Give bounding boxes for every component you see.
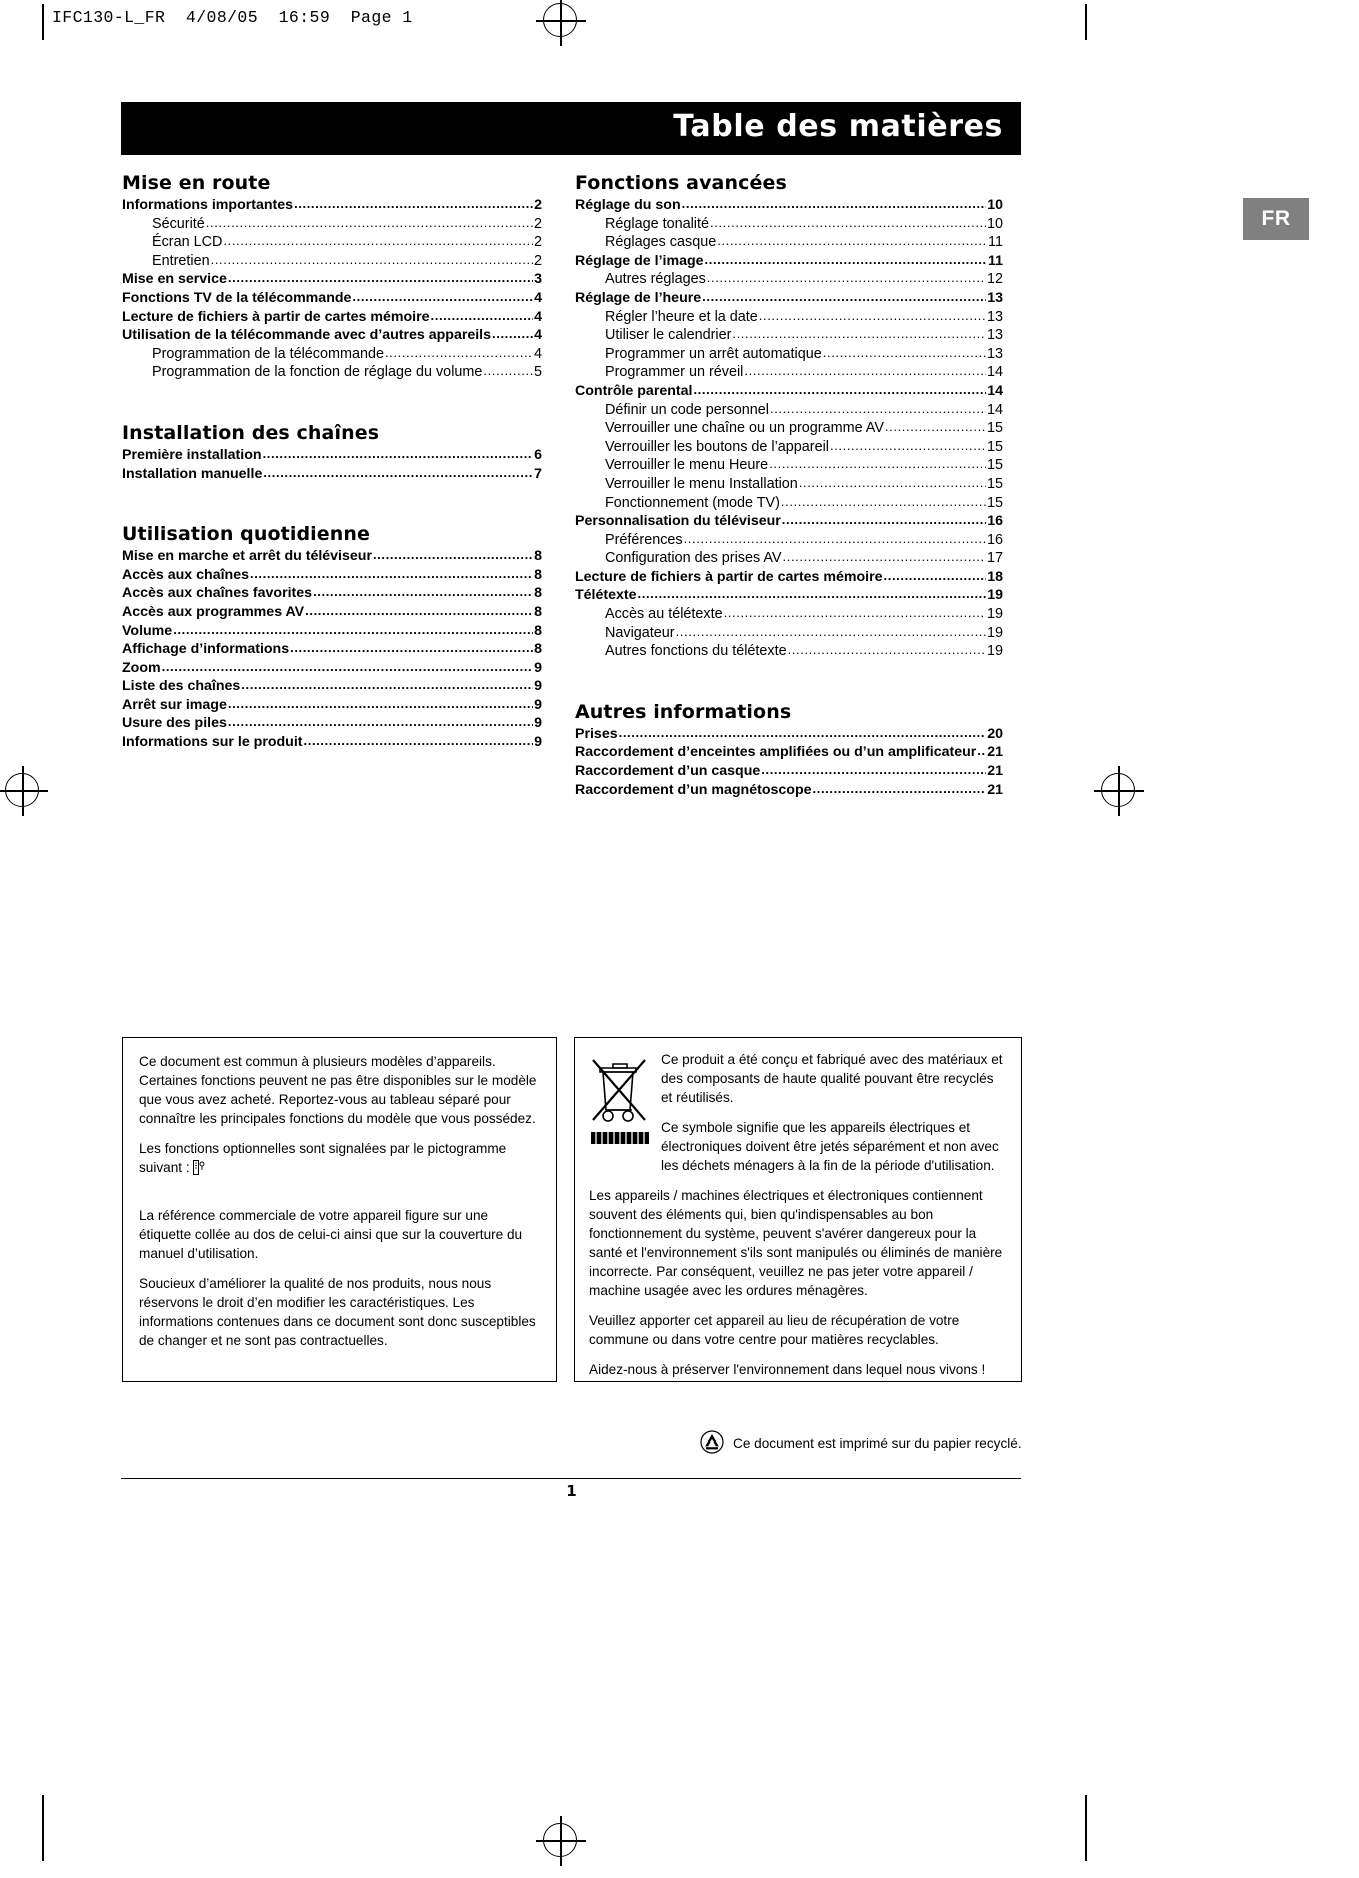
recycle-logo-icon bbox=[700, 1430, 724, 1457]
toc-entry-label: Programmer un réveil bbox=[605, 364, 744, 381]
toc-dot-leader bbox=[228, 695, 533, 714]
toc-entry-label: Définir un code personnel bbox=[605, 401, 769, 418]
toc-entry-label: Mise en marche et arrêt du téléviseur bbox=[122, 548, 372, 565]
toc-entry[interactable] bbox=[122, 233, 542, 252]
optional-feature-pictogram-icon bbox=[193, 1160, 205, 1174]
toc-entry-label: Navigateur bbox=[605, 624, 675, 641]
toc-entry-page: 8 bbox=[534, 585, 542, 602]
toc-dot-leader bbox=[223, 232, 533, 251]
notice-left-spacer bbox=[139, 1188, 540, 1206]
toc-entry-page: 16 bbox=[986, 531, 1003, 548]
toc-entry-page: 18 bbox=[987, 568, 1003, 585]
toc-entry[interactable] bbox=[575, 233, 1003, 252]
toc-entry[interactable] bbox=[575, 624, 1003, 643]
toc-dot-leader bbox=[483, 362, 533, 381]
toc-entry[interactable] bbox=[575, 270, 1003, 289]
toc-entry-page: 2 bbox=[533, 234, 542, 251]
toc-entry-page: 19 bbox=[986, 624, 1003, 641]
toc-dot-leader bbox=[759, 307, 986, 326]
toc-entry-label: Verrouiller les boutons de l’appareil bbox=[605, 438, 829, 455]
notice-box-weee bbox=[574, 1037, 1022, 1382]
toc-dot-leader bbox=[304, 732, 534, 751]
toc-entry-label: Programmation de la télécommande bbox=[152, 345, 384, 362]
toc-entry-page: 19 bbox=[986, 643, 1003, 660]
toc-entry-page: 7 bbox=[534, 465, 542, 482]
toc-entry[interactable] bbox=[575, 605, 1003, 624]
crop-mark-top-right bbox=[1085, 4, 1087, 40]
toc-dot-leader bbox=[693, 381, 986, 400]
toc-entry-label: Programmation de la fonction de réglage du volume bbox=[152, 364, 483, 381]
toc-entry[interactable] bbox=[575, 345, 1003, 364]
toc-entry[interactable] bbox=[122, 622, 542, 641]
toc-entry-page: 19 bbox=[987, 587, 1003, 604]
toc-entry-page: 4 bbox=[534, 327, 542, 344]
toc-dot-leader bbox=[241, 676, 533, 695]
toc-dot-leader bbox=[352, 288, 533, 307]
page-title-banner bbox=[121, 102, 1021, 155]
notice-box-models bbox=[122, 1037, 557, 1382]
notice-left-p4: Soucieux d’améliorer la qualité de nos produits, nous nous réservons le droit d’en modifier les caractéristiques. Les informations contenues dans ce document sont donc susceptibles de changer et ne sont pas contractuelles. bbox=[139, 1276, 536, 1348]
toc-entry[interactable] bbox=[575, 419, 1003, 438]
toc-dot-leader bbox=[769, 455, 986, 474]
toc-entry-page: 13 bbox=[986, 308, 1003, 325]
toc-entry-page: 21 bbox=[987, 744, 1003, 761]
toc-entry-label: Zoom bbox=[122, 659, 161, 676]
toc-entry[interactable] bbox=[575, 586, 1003, 605]
toc-entry[interactable] bbox=[575, 475, 1003, 494]
toc-dot-leader bbox=[263, 445, 534, 464]
toc-dot-leader bbox=[290, 639, 533, 658]
language-tab-label: FR bbox=[1261, 207, 1291, 230]
toc-entry-page: 5 bbox=[533, 364, 542, 381]
toc-dot-leader bbox=[705, 251, 987, 270]
toc-entry-label: Affichage d’informations bbox=[122, 641, 290, 658]
toc-dot-leader bbox=[676, 623, 986, 642]
toc-entry-page: 8 bbox=[534, 566, 542, 583]
toc-entry[interactable] bbox=[575, 781, 1003, 800]
toc-dot-leader bbox=[724, 604, 986, 623]
toc-entry[interactable] bbox=[122, 363, 542, 382]
toc-entry-page: 9 bbox=[534, 715, 542, 732]
notice-right-p5: Aidez-nous à préserver l'environnement dans lequel nous vivons ! bbox=[589, 1362, 986, 1377]
toc-entry-page: 15 bbox=[986, 494, 1003, 511]
toc-entry-page: 11 bbox=[988, 252, 1003, 269]
toc-section-heading: Autres informations bbox=[575, 700, 792, 723]
toc-entry-page: 12 bbox=[986, 271, 1003, 288]
toc-entry-label: Réglage de l’image bbox=[575, 252, 704, 269]
recycled-paper-text: Ce document est imprimé sur du papier recyclé. bbox=[733, 1436, 1022, 1451]
toc-entry[interactable] bbox=[122, 566, 542, 585]
toc-entry-page: 8 bbox=[534, 548, 542, 565]
toc-entry-page: 6 bbox=[534, 446, 542, 463]
toc-entry-label: Installation manuelle bbox=[122, 465, 263, 482]
toc-entry-page: 13 bbox=[986, 345, 1003, 362]
weee-top-text bbox=[661, 1050, 1007, 1175]
notice-left-p2 bbox=[139, 1139, 540, 1177]
toc-dot-leader bbox=[702, 288, 986, 307]
notice-right-p4: Veuillez apporter cet appareil au lieu de récupération de votre commune ou dans votre centre pour matières recyclables. bbox=[589, 1313, 960, 1347]
toc-dot-leader bbox=[710, 214, 986, 233]
toc-dot-leader bbox=[385, 344, 533, 363]
toc-entry[interactable] bbox=[122, 345, 542, 364]
toc-entry-page: 21 bbox=[987, 781, 1003, 798]
toc-entry-label: Sécurité bbox=[152, 215, 205, 232]
weee-symbol-icon bbox=[589, 1050, 651, 1161]
toc-entry[interactable] bbox=[122, 270, 542, 289]
toc-entry[interactable] bbox=[575, 382, 1003, 401]
toc-entry[interactable] bbox=[122, 640, 542, 659]
toc-entry-label: Volume bbox=[122, 622, 173, 639]
toc-section-heading: Fonctions avancées bbox=[575, 172, 787, 194]
toc-entry[interactable] bbox=[122, 308, 542, 327]
toc-entry-label: Réglage de l’heure bbox=[575, 289, 702, 306]
registration-mark-bottom bbox=[540, 1820, 582, 1862]
toc-entry-page: 10 bbox=[986, 215, 1003, 232]
toc-dot-leader bbox=[619, 724, 987, 743]
toc-entry-label: Verrouiller le menu Installation bbox=[605, 475, 798, 492]
toc-entry-page: 8 bbox=[534, 603, 542, 620]
toc-entry-label: Mise en service bbox=[122, 271, 227, 288]
toc-dot-leader bbox=[707, 269, 986, 288]
toc-entry-label: Prises bbox=[575, 725, 618, 742]
toc-dot-leader bbox=[638, 585, 987, 604]
toc-dot-leader bbox=[823, 344, 986, 363]
toc-entry-page: 4 bbox=[533, 345, 542, 362]
toc-dot-leader bbox=[682, 195, 987, 214]
toc-dot-leader bbox=[250, 565, 533, 584]
toc-entry-page: 20 bbox=[987, 725, 1003, 742]
weee-top-row bbox=[589, 1050, 1007, 1175]
toc-dot-leader bbox=[788, 641, 986, 660]
toc-entry-label: Informations sur le produit bbox=[122, 734, 303, 751]
toc-entry[interactable] bbox=[122, 252, 542, 271]
toc-entry-page: 15 bbox=[986, 438, 1003, 455]
toc-entry-label: Raccordement d’un casque bbox=[575, 763, 761, 780]
toc-entry-label: Fonctionnement (mode TV) bbox=[605, 494, 780, 511]
toc-dot-leader bbox=[761, 761, 986, 780]
toc-entry-label: Programmer un arrêt automatique bbox=[605, 345, 822, 362]
toc-entry-label: Contrôle parental bbox=[575, 382, 693, 399]
toc-entry-label: Réglage tonalité bbox=[605, 215, 710, 232]
toc-entry-page: 2 bbox=[533, 215, 542, 232]
toc-entry[interactable] bbox=[122, 733, 542, 752]
toc-dot-leader bbox=[717, 232, 987, 251]
toc-entry-label: Usure des piles bbox=[122, 715, 227, 732]
toc-dot-leader bbox=[294, 195, 533, 214]
registration-mark-top bbox=[540, 0, 582, 42]
toc-entry[interactable] bbox=[575, 762, 1003, 781]
toc-entry-page: 19 bbox=[986, 606, 1003, 623]
toc-entry[interactable] bbox=[575, 326, 1003, 345]
print-slug-line: IFC130-L_FR 4/08/05 16:59 Page 1 bbox=[52, 8, 413, 27]
toc-entry[interactable] bbox=[122, 714, 542, 733]
language-tab-fr bbox=[1243, 198, 1309, 240]
toc-entry-label: Télétexte bbox=[575, 587, 637, 604]
toc-section-heading: Installation des chaînes bbox=[122, 421, 380, 444]
toc-entry[interactable] bbox=[122, 289, 542, 308]
toc-entry-page: 10 bbox=[987, 197, 1003, 213]
toc-entry[interactable] bbox=[575, 252, 1003, 271]
toc-dot-leader bbox=[263, 464, 533, 483]
toc-dot-leader bbox=[373, 546, 533, 565]
toc-entry[interactable] bbox=[575, 401, 1003, 420]
toc-entry-label: Utiliser le calendrier bbox=[605, 327, 732, 344]
toc-entry-page: 2 bbox=[534, 197, 542, 213]
toc-entry-page: 15 bbox=[986, 475, 1003, 492]
notice-left-p2-text: Les fonctions optionnelles sont signalées par le pictogramme suivant : bbox=[139, 1141, 507, 1175]
toc-entry[interactable] bbox=[122, 196, 542, 215]
toc-entry-label: Arrêt sur image bbox=[122, 696, 227, 713]
toc-section-heading: Mise en route bbox=[122, 172, 271, 194]
notice-right-p2: Ce symbole signifie que les appareils électriques et électroniques doivent être jetés séparément et non avec les déchets ménagers à la fin de la période d'utilisation. bbox=[661, 1120, 999, 1173]
notice-left-p1: Ce document est commun à plusieurs modèles d’appareils. Certaines fonctions peuvent ne pas être disponibles sur le modèle que vous avez acheté. Reportez-vous au tableau séparé pour connaître les principales fonctions du modèle que vous possédez. bbox=[139, 1054, 537, 1126]
toc-entry-page: 14 bbox=[987, 382, 1003, 399]
toc-entry-label: Liste des chaînes bbox=[122, 678, 241, 695]
toc-entry-page: 4 bbox=[534, 308, 542, 325]
toc-section-gap bbox=[122, 483, 542, 523]
crop-mark-bottom-left bbox=[42, 1795, 44, 1861]
toc-dot-leader bbox=[211, 251, 533, 270]
toc-entry-page: 9 bbox=[534, 696, 542, 713]
toc-entry-label: Réglages casque bbox=[605, 234, 717, 251]
toc-dot-leader bbox=[885, 418, 986, 437]
toc-entry[interactable] bbox=[122, 326, 542, 345]
toc-entry-label: Fonctions TV de la télécommande bbox=[122, 289, 352, 306]
toc-entry-label: Réglage du son bbox=[575, 197, 681, 213]
toc-entry[interactable] bbox=[122, 446, 542, 465]
crop-mark-bottom-right bbox=[1085, 1795, 1087, 1861]
toc-dot-leader bbox=[783, 548, 986, 567]
toc-entry-label: Personnalisation du téléviseur bbox=[575, 513, 781, 530]
toc-entry-label: Autres fonctions du télétexte bbox=[605, 643, 787, 660]
toc-entry[interactable] bbox=[575, 363, 1003, 382]
toc-entry[interactable] bbox=[575, 568, 1003, 587]
toc-entry-page: 9 bbox=[534, 678, 542, 695]
crop-mark-top-left bbox=[42, 4, 44, 40]
toc-dot-leader bbox=[228, 713, 533, 732]
toc-entry-label: Informations importantes bbox=[122, 197, 294, 213]
footer-divider bbox=[121, 1478, 1021, 1479]
toc-entry-label: Raccordement d’enceintes amplifiées ou d’un amplificateur bbox=[575, 744, 977, 761]
toc-section-gap bbox=[575, 661, 1003, 701]
toc-entry[interactable] bbox=[575, 456, 1003, 475]
toc-entry-label: Configuration des prises AV bbox=[605, 550, 782, 567]
toc-entry-label: Accès aux programmes AV bbox=[122, 603, 305, 620]
toc-entry[interactable] bbox=[575, 196, 1003, 215]
toc-entry[interactable] bbox=[122, 677, 542, 696]
toc-entry-page: 14 bbox=[986, 364, 1003, 381]
toc-entry[interactable] bbox=[122, 659, 542, 678]
toc-entry[interactable] bbox=[575, 289, 1003, 308]
toc-dot-leader bbox=[162, 658, 533, 677]
toc-entry-label: Accès aux chaînes bbox=[122, 566, 249, 583]
toc-dot-leader bbox=[884, 567, 987, 586]
toc-entry-label: Entretien bbox=[152, 252, 210, 269]
toc-entry-label: Verrouiller une chaîne ou un programme AV bbox=[605, 420, 884, 437]
toc-entry-page: 15 bbox=[986, 457, 1003, 474]
toc-entry-label: Régler l’heure et la date bbox=[605, 308, 758, 325]
toc-entry[interactable] bbox=[122, 547, 542, 566]
toc-dot-leader bbox=[770, 400, 986, 419]
toc-entry-page: 8 bbox=[534, 622, 542, 639]
toc-entry-label: Préférences bbox=[605, 531, 683, 548]
toc-dot-leader bbox=[431, 307, 534, 326]
toc-entry-label: Première installation bbox=[122, 446, 262, 463]
toc-entry[interactable] bbox=[575, 743, 1003, 762]
toc-entry[interactable] bbox=[122, 584, 542, 603]
toc-entry-label: Écran LCD bbox=[152, 234, 223, 251]
toc-dot-leader bbox=[173, 621, 533, 640]
toc-entry[interactable] bbox=[575, 531, 1003, 550]
toc-dot-leader bbox=[813, 780, 987, 799]
toc-entry[interactable] bbox=[575, 512, 1003, 531]
toc-entry-label: Lecture de fichiers à partir de cartes mémoire bbox=[122, 308, 430, 325]
toc-dot-leader bbox=[977, 742, 986, 761]
page-title: Table des matières bbox=[673, 109, 1003, 144]
toc-entry-page: 14 bbox=[986, 401, 1003, 418]
toc-entry[interactable] bbox=[575, 549, 1003, 568]
toc-section-gap bbox=[122, 382, 542, 422]
toc-dot-leader bbox=[799, 474, 986, 493]
toc-entry-label: Utilisation de la télécommande avec d’autres appareils bbox=[122, 327, 492, 344]
page-number: 1 bbox=[566, 1482, 577, 1500]
toc-entry[interactable] bbox=[122, 465, 542, 484]
toc-entry-page: 8 bbox=[534, 641, 542, 658]
toc-entry[interactable] bbox=[575, 215, 1003, 234]
toc-entry-page: 13 bbox=[987, 289, 1003, 306]
notice-right-p1: Ce produit a été conçu et fabriqué avec des matériaux et des composants de haute qualité pouvant être recyclés et réutilisés. bbox=[661, 1052, 1003, 1105]
toc-entry-page: 17 bbox=[986, 550, 1003, 567]
toc-dot-leader bbox=[684, 530, 986, 549]
toc-entry-label: Verrouiller le menu Heure bbox=[605, 457, 769, 474]
toc-dot-leader bbox=[782, 511, 986, 530]
toc-entry[interactable] bbox=[122, 215, 542, 234]
registration-mark-left bbox=[2, 770, 44, 812]
toc-entry[interactable] bbox=[122, 696, 542, 715]
notice-left-p3: La référence commerciale de votre appareil figure sur une étiquette collée au dos de celui-ci ainsi que sur la couverture du manuel d’utilisation. bbox=[139, 1208, 523, 1261]
toc-entry-page: 9 bbox=[534, 659, 542, 676]
toc-entry-page: 9 bbox=[534, 734, 542, 751]
toc-entry[interactable] bbox=[122, 603, 542, 622]
toc-entry-label: Autres réglages bbox=[605, 271, 706, 288]
toc-dot-leader bbox=[206, 214, 533, 233]
toc-entry[interactable] bbox=[575, 308, 1003, 327]
toc-section-heading: Utilisation quotidienne bbox=[122, 523, 370, 546]
toc-entry[interactable] bbox=[575, 494, 1003, 513]
toc-entry-page: 2 bbox=[533, 252, 542, 269]
toc-entry-page: 4 bbox=[534, 289, 542, 306]
toc-dot-leader bbox=[830, 437, 986, 456]
toc-dot-leader bbox=[313, 583, 533, 602]
toc-column-left bbox=[122, 172, 542, 752]
toc-dot-leader bbox=[492, 325, 533, 344]
toc-dot-leader bbox=[732, 325, 986, 344]
toc-entry[interactable] bbox=[575, 725, 1003, 744]
toc-entry-page: 21 bbox=[987, 763, 1003, 780]
toc-entry-page: 11 bbox=[988, 234, 1003, 251]
toc-dot-leader bbox=[305, 602, 533, 621]
toc-entry-page: 13 bbox=[986, 327, 1003, 344]
toc-entry-label: Accès aux chaînes favorites bbox=[122, 585, 313, 602]
toc-entry[interactable] bbox=[575, 642, 1003, 661]
toc-entry-label: Accès au télétexte bbox=[605, 606, 723, 623]
recycled-paper-note bbox=[700, 1430, 1022, 1457]
toc-entry-label: Lecture de fichiers à partir de cartes mémoire bbox=[575, 568, 883, 585]
toc-entry-page: 16 bbox=[987, 513, 1003, 530]
toc-entry[interactable] bbox=[575, 438, 1003, 457]
toc-dot-leader bbox=[781, 493, 986, 512]
toc-column-right bbox=[575, 172, 1003, 799]
toc-dot-leader bbox=[228, 269, 533, 288]
toc-dot-leader bbox=[744, 362, 986, 381]
toc-entry-label: Raccordement d’un magnétoscope bbox=[575, 781, 812, 798]
toc-entry-page: 3 bbox=[534, 271, 542, 288]
toc-entry-page: 15 bbox=[986, 420, 1003, 437]
notice-right-p3: Les appareils / machines électriques et électroniques contiennent souvent des éléments qui, bien qu'indispensables au bon fonctionnement du système, peuvent s'avérer dangereux pour la santé et l'environnement s'ils sont manipulés ou éliminés de manière incorrecte. Par conséquent, veuillez ne pas jeter votre appareil / machine usagée avec les ordures ménagères. bbox=[589, 1188, 1003, 1298]
registration-mark-right bbox=[1098, 770, 1140, 812]
